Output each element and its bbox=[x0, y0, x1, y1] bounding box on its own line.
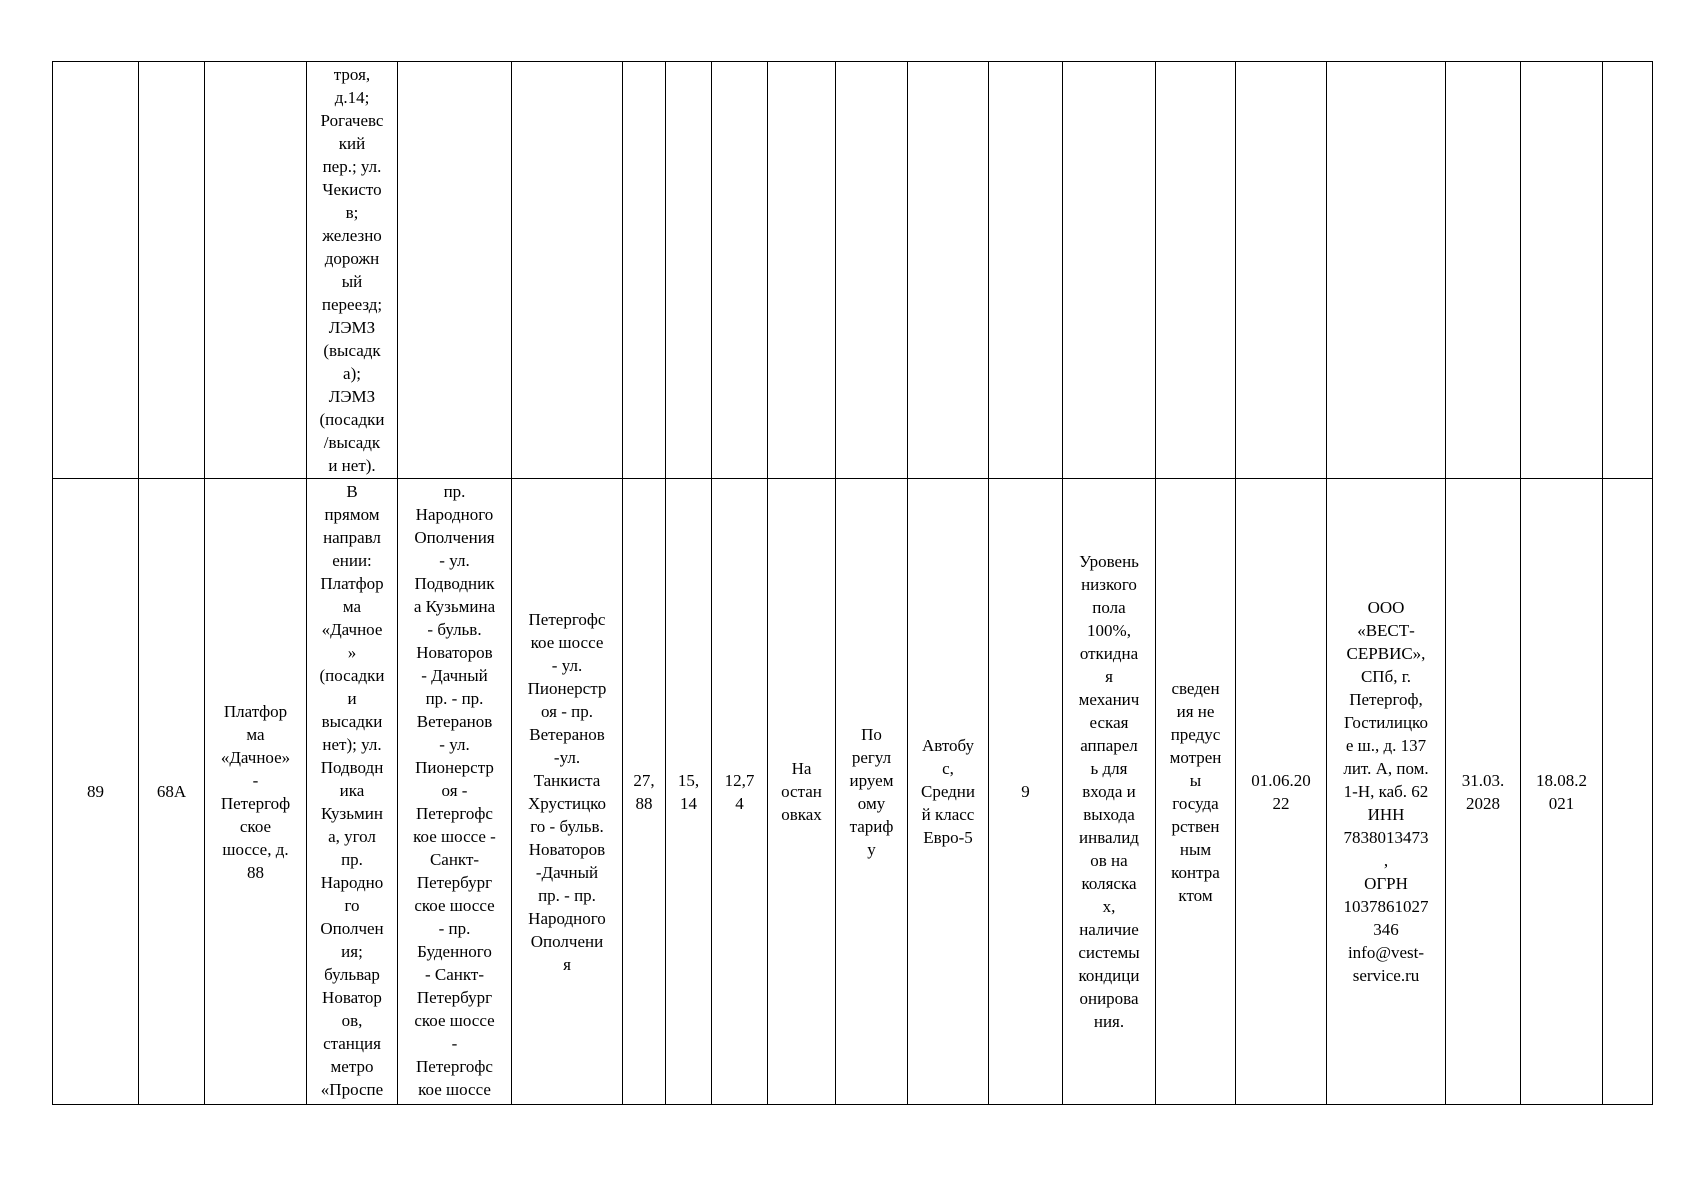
cell-streets-forward bbox=[398, 62, 512, 479]
cell-vehicle-features: Уровень низкого пола 100%, откидна я механич еская аппарел ь для входа и выхода инвалид ов на коляска х, наличие системы кондици онирова ния. bbox=[1063, 479, 1156, 1105]
cell-end-date bbox=[1446, 62, 1521, 479]
cell-vehicle-type bbox=[908, 62, 989, 479]
table-row bbox=[53, 62, 1653, 479]
cell-notes bbox=[1603, 62, 1653, 479]
cell-route-number: 68А bbox=[139, 479, 205, 1105]
cell-streets-reverse bbox=[512, 62, 623, 479]
cell-length-forward: 15, 14 bbox=[666, 479, 712, 1105]
table-row bbox=[53, 479, 1653, 1105]
cell-end-date: 31.03. 2028 bbox=[1446, 479, 1521, 1105]
cell-vehicle-count: 9 bbox=[989, 479, 1063, 1105]
cell-number bbox=[53, 62, 139, 479]
cell-length-total bbox=[623, 62, 666, 479]
cell-operator: ООО «ВЕСТ- СЕРВИС», СПб, г. Петергоф, Гостилицко е ш., д. 137 лит. А, пом. 1-Н, каб. 62 ИНН 7838013473 , ОГРН 1037861027 346 info@vest- service.ru bbox=[1327, 479, 1446, 1105]
cell-streets-forward-text: пр. Народного Ополчения - ул. Подводник а Кузьмина - бульв. Новаторов - Дачный пр. - пр. Ветеранов - ул. Пионерстр оя - Петергофс кое шоссе - Санкт- Петербург ское шоссе - пр. Буденного - Санкт- Петербург ское шоссе - Петергофс кое шоссе bbox=[413, 482, 496, 1099]
cell-vehicle-features bbox=[1063, 62, 1156, 479]
cell-number: 89 bbox=[53, 479, 139, 1105]
cell-length-forward bbox=[666, 62, 712, 479]
cell-stops: троя, д.14; Рогачевс кий пер.; ул. Чекисто в; железно дорожн ый переезд; ЛЭМЗ (высадк а); ЛЭМЗ (посадки /высадк и нет). bbox=[307, 62, 398, 479]
cell-streets-reverse: Петергофс кое шоссе - ул. Пионерстр оя - пр. Ветеранов -ул. Танкиста Хрустицко го - бульв. Новаторов -Дачный пр. - пр. Народного Ополчени я bbox=[512, 479, 623, 1105]
cell-stops bbox=[307, 479, 398, 1105]
registry-table bbox=[52, 61, 1653, 1105]
cell-vehicle-count bbox=[989, 62, 1063, 479]
cell-register-date bbox=[1521, 62, 1603, 479]
cell-route-name bbox=[205, 62, 307, 479]
cell-length-total: 27, 88 bbox=[623, 479, 666, 1105]
cell-notes bbox=[1603, 479, 1653, 1105]
cell-length-reverse bbox=[712, 62, 768, 479]
cell-boarding-order: На остан овках bbox=[768, 479, 836, 1105]
cell-streets-forward bbox=[398, 479, 512, 1105]
cell-start-date bbox=[1236, 62, 1327, 479]
cell-contract-info bbox=[1156, 62, 1236, 479]
cell-start-date: 01.06.20 22 bbox=[1236, 479, 1327, 1105]
cell-tariff-type bbox=[836, 62, 908, 479]
cell-register-date: 18.08.2 021 bbox=[1521, 479, 1603, 1105]
cell-boarding-order bbox=[768, 62, 836, 479]
cell-tariff-type: По регул ируем ому тариф у bbox=[836, 479, 908, 1105]
cell-vehicle-type: Автобу с, Средни й класс Евро-5 bbox=[908, 479, 989, 1105]
cell-length-reverse: 12,7 4 bbox=[712, 479, 768, 1105]
cell-operator bbox=[1327, 62, 1446, 479]
cell-stops-text: В прямом направл ении: Платфор ма «Дачное » (посадки и высадки нет); ул. Подводн ика Кузьмин а, угол пр. Народно го Ополчен ия; бульвар Новатор ов, станция метро «Проспе bbox=[319, 482, 385, 1099]
cell-route-name: Платфор ма «Дачное» - Петергоф ское шоссе, д. 88 bbox=[205, 479, 307, 1105]
cell-route-number bbox=[139, 62, 205, 479]
cell-contract-info: сведен ия не предус мотрен ы госуда рствен ным контра ктом bbox=[1156, 479, 1236, 1105]
